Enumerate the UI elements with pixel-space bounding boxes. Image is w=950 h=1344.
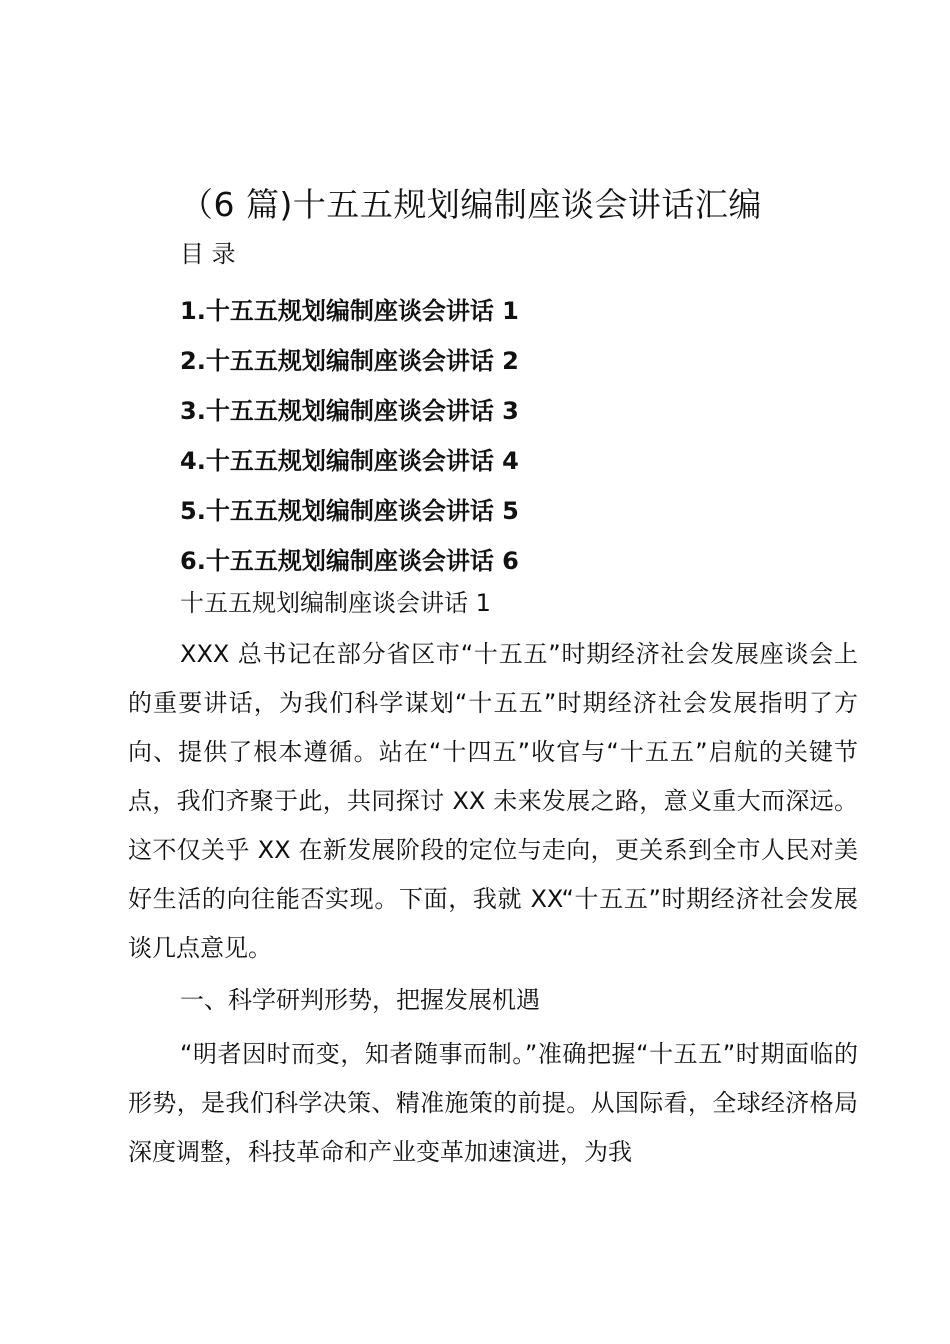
section-heading: 十五五规划编制座谈会讲话 1 <box>180 589 491 617</box>
document-title: （6 篇)十五五规划编制座谈会讲话汇编 <box>180 185 762 224</box>
sub-heading-1: 一、科学研判形势，把握发展机遇 <box>180 986 540 1014</box>
toc-item-6[interactable]: 6.十五五规划编制座谈会讲话 6 <box>180 547 519 575</box>
toc-item-2[interactable]: 2.十五五规划编制座谈会讲话 2 <box>180 347 519 375</box>
table-of-contents <box>180 286 519 586</box>
toc-item-5[interactable]: 5.十五五规划编制座谈会讲话 5 <box>180 497 519 525</box>
toc-item-1[interactable]: 1.十五五规划编制座谈会讲话 1 <box>180 297 519 325</box>
body-paragraph-1: XXX 总书记在部分省区市“十五五”时期经济社会发展座谈会上的重要讲话，为我们科学谋划“十五五”时期经济社会发展指明了方向、提供了根本遵循。站在“十四五”收官与“十五五”启航的关键节点，我们齐聚于此，共同探讨 XX 未来发展之路，意义重大而深远。这不仅关乎 XX 在新发展阶段的定位与走向，更关系到全市人民对美好生活的向往能否实现。下面，我就 XX“十五五”时期经济社会发展谈几点意见。 <box>128 640 858 962</box>
body-paragraph-2: “明者因时而变，知者随事而制。”准确把握“十五五”时期面临的形势，是我们科学决策、精准施策的前提。从国际看，全球经济格局深度调整，科技革命和产业变革加速演进，为我 <box>128 1040 858 1166</box>
toc-item-3[interactable]: 3.十五五规划编制座谈会讲话 3 <box>180 397 519 425</box>
toc-heading: 目 录 <box>180 240 236 268</box>
toc-item-4[interactable]: 4.十五五规划编制座谈会讲话 4 <box>180 447 519 475</box>
